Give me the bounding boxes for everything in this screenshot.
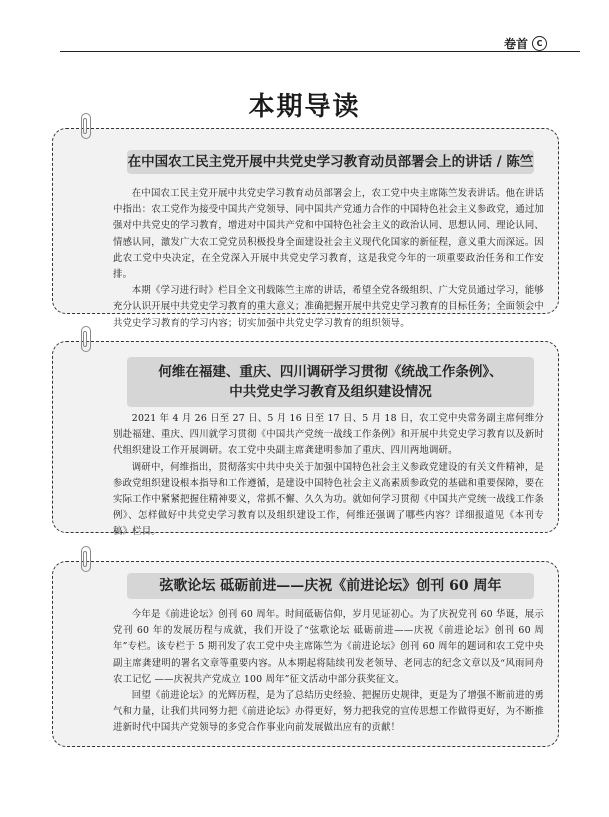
paperclip-icon <box>81 113 91 139</box>
paperclip-icon <box>81 326 91 352</box>
article-paragraph: 在中国农工民主党开展中共党史学习教育动员部署会上，农工党中央主席陈竺发表讲话。他在讲话中指出：农工党作为接受中国共产党领导、同中国共产党通力合作的中国特色社会主义参政党，通过加强对中共党史的学习教育，增进对中国共产党和中国特色社会主义的政治认同、思想认同、理论认同、情感认同，激发广大农工党党员积极投身全面建设社会主义现代化国家的新征程，意义重大而深远。因此农工党中央决定，在全党深入开展中共党史学习教育，这是我党今年的一项重要政治任务和工作安排。 <box>113 188 544 281</box>
article-paragraph: 回望《前进论坛》的光辉历程，是为了总结历史经验、把握历史规律，更是为了增强不断前进的勇气和力量，让我们共同努力把《前进论坛》办得更好，努力把我党的宣传思想工作做得更好，为不断推进新时代中国共产党领导的多党合作事业向前发展做出应有的贡献！ <box>113 690 544 734</box>
article-card <box>52 341 559 538</box>
header-rule <box>60 51 580 52</box>
article-body <box>113 607 544 737</box>
page-title: 本期导读 <box>248 92 361 122</box>
article-body <box>113 411 544 541</box>
article-title: 弦歌论坛 砥砺前进——庆祝《前进论坛》创刊 60 周年 <box>127 573 534 599</box>
article-paragraph: 2021 年 4 月 26 日至 27 日、5 月 16 日至 17 日、5 月 18 日，农工党中央常务副主席何维分别赴福建、重庆、四川就学习贯彻《中国共产党统一战线工作条例》和开展中共党史学习教育以及新时代组织建设工作开展调研。农工党中央副主席龚建明参加了重庆、四川两地调研。 <box>113 413 544 457</box>
article-body <box>113 186 544 332</box>
article-title <box>127 357 534 407</box>
article-card <box>52 561 559 747</box>
article-paragraph: 调研中，何维指出，贯彻落实中共中央关于加强中国特色社会主义参政党建设的有关文件精神，是参政党组织建设根本指导和工作遵循，是建设中国特色社会主义高素质参政党的基础和重要保障，要在实际工作中紧紧把握住精神要义，常抓不懈、久久为功。就如何学习贯彻《中国共产党统一战线工作条例》、怎样做好中共党史学习教育以及组织建设工作，何维还强调了哪些内容？详细报道见《本刊专稿》栏目。 <box>113 461 544 538</box>
section-label: 卷首 <box>503 37 528 51</box>
section-header <box>504 35 547 52</box>
article-card <box>52 128 559 329</box>
c-circle-icon: C <box>532 36 547 51</box>
article-title-line: 何维在福建、重庆、四川调研学习贯彻《统战工作条例》、 <box>158 364 503 380</box>
article-title-line: 中共党史学习教育及组织建设情况 <box>229 384 432 400</box>
article-paragraph: 本期《学习进行时》栏目全文刊载陈竺主席的讲话，希望全党各级组织、广大党员通过学习，能够充分认识开展中共党史学习教育的重大意义；准确把握开展中共党史学习教育的目标任务；全面领会中共党史学习教育的学习内容；切实加强中共党史学习教育的组织领导。 <box>113 285 544 329</box>
article-paragraph: 今年是《前进论坛》创刊 60 周年。时间砥砺信仰，岁月见证初心。为了庆祝党刊 60 华诞，展示党刊 60 年的发展历程与成就，我们开设了“弦歌论坛 砥砺前进——庆祝《前进论坛》创刊 60 周年”专栏。该专栏于 5 期刊发了农工党中央主席陈竺为《前进论坛》创刊 60 周年的题词和农工党中央副主席龚建明的署名文章等重要内容。从本期起将陆续刊发老领导、老同志的纪念文章以及“风雨同舟 农工记忆 ——庆祝共产党成立 100 周年”征文活动中部分获奖征文。 <box>113 609 544 685</box>
article-title: 在中国农工民主党开展中共党史学习教育动员部署会上的讲话 / 陈竺 <box>127 150 534 174</box>
paperclip-icon <box>81 546 91 572</box>
